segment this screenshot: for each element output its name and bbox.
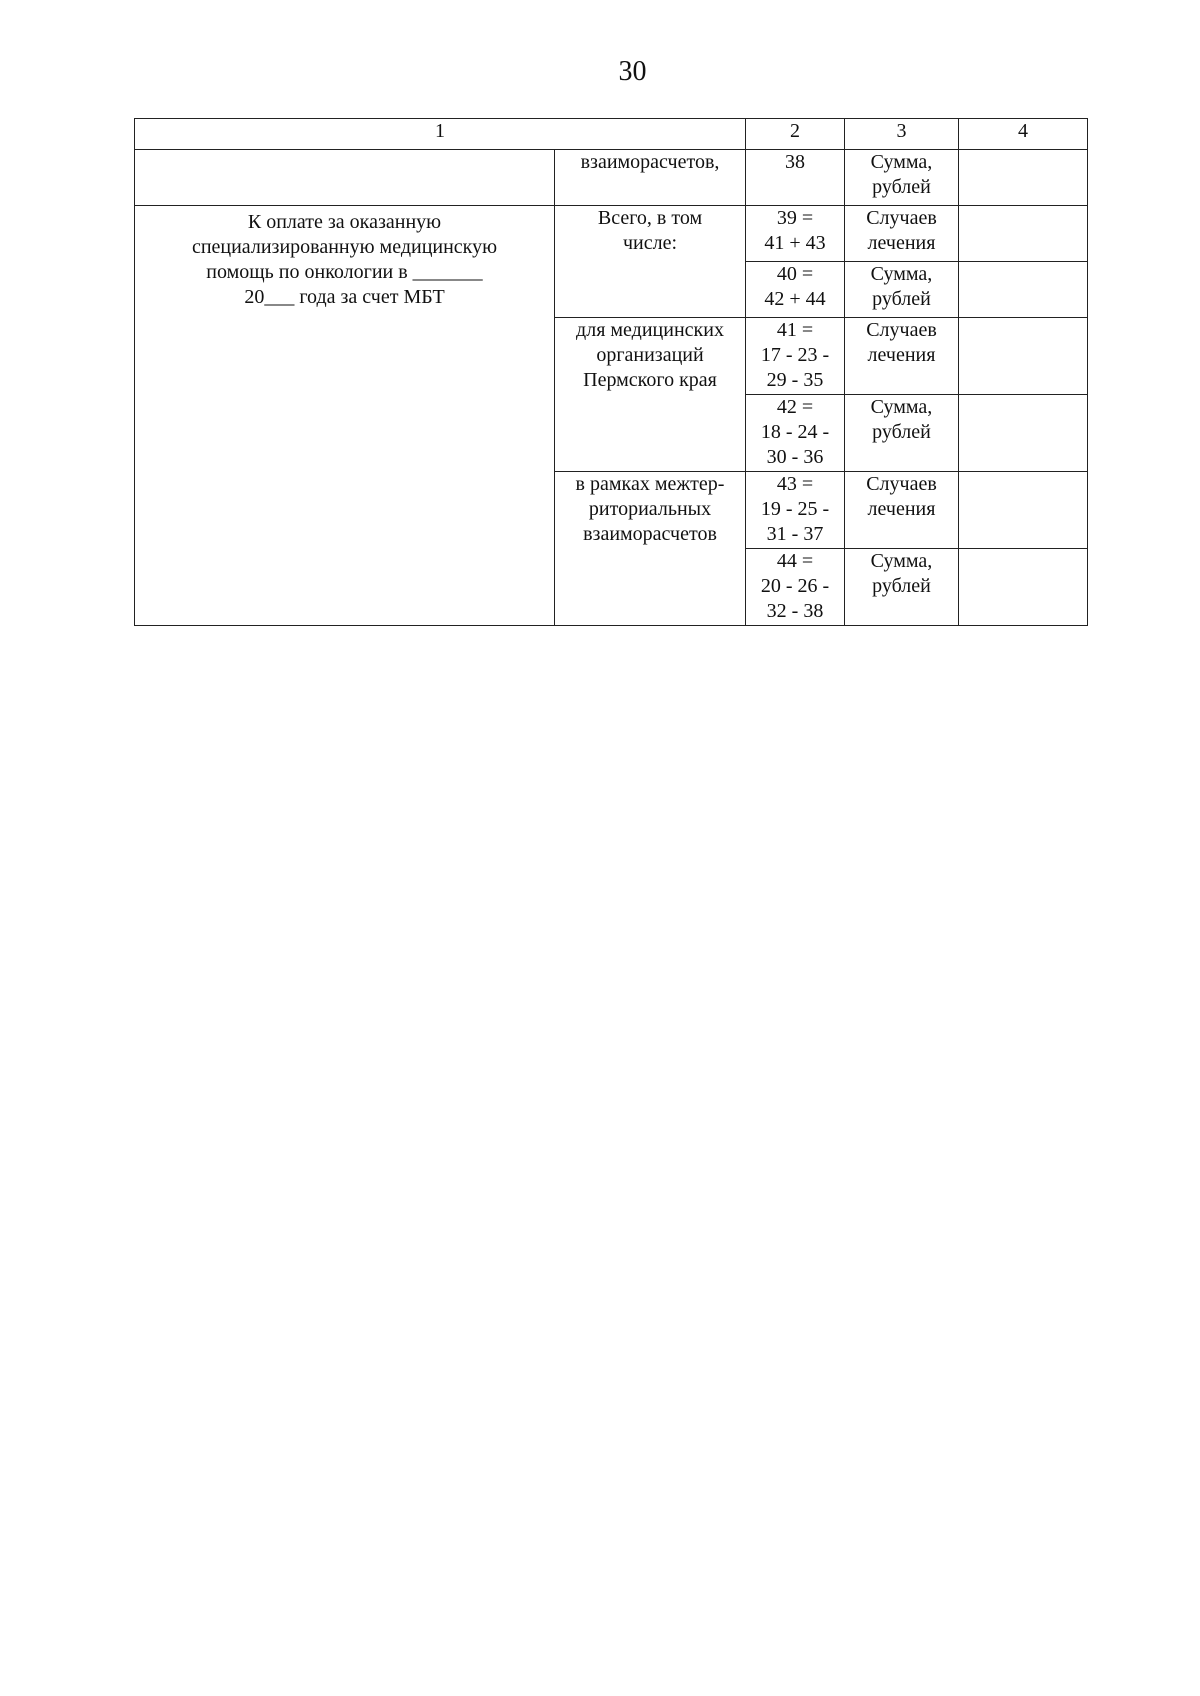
row-unit: Сумма, рублей: [845, 262, 959, 318]
row-code: 42 = 18 - 24 - 30 - 36: [746, 395, 845, 472]
subgroup-label: для медицинских организаций Пермского края: [555, 318, 746, 472]
row-code: 40 = 42 + 44: [746, 262, 845, 318]
group-label: К оплате за оказанную специализированную медицинскую помощь по онкологии в _______ 20___ года за счет МБТ: [135, 206, 555, 626]
row-value: [959, 549, 1088, 626]
page-number: 30: [618, 56, 647, 87]
row-value: [959, 150, 1088, 206]
row-code: 39 = 41 + 43: [746, 206, 845, 262]
row-unit: Случаев лечения: [845, 206, 959, 262]
subgroup-label: взаиморасчетов,: [555, 150, 746, 206]
empty-label-cell: [135, 150, 555, 206]
header-col-3: 3: [845, 119, 959, 150]
header-col-1: 1: [135, 119, 746, 150]
row-value: [959, 206, 1088, 262]
row-code: 38: [746, 150, 845, 206]
row-code: 41 = 17 - 23 - 29 - 35: [746, 318, 845, 395]
report-table: [134, 118, 1088, 626]
row-unit: Случаев лечения: [845, 318, 959, 395]
row-unit: Сумма, рублей: [845, 395, 959, 472]
row-value: [959, 318, 1088, 395]
row-code: 44 = 20 - 26 - 32 - 38: [746, 549, 845, 626]
table-header-row: [135, 119, 1088, 150]
row-unit: Случаев лечения: [845, 472, 959, 549]
row-value: [959, 262, 1088, 318]
table-row: [135, 206, 1088, 262]
row-unit: Сумма, рублей: [845, 150, 959, 206]
row-value: [959, 395, 1088, 472]
row-value: [959, 472, 1088, 549]
table-row: [135, 150, 1088, 206]
row-code: 43 = 19 - 25 - 31 - 37: [746, 472, 845, 549]
row-unit: Сумма, рублей: [845, 549, 959, 626]
subgroup-label: в рамках межтер- риториальных взаиморасчетов: [555, 472, 746, 626]
header-col-2: 2: [746, 119, 845, 150]
header-col-4: 4: [959, 119, 1088, 150]
subgroup-label: Всего, в том числе:: [555, 206, 746, 318]
